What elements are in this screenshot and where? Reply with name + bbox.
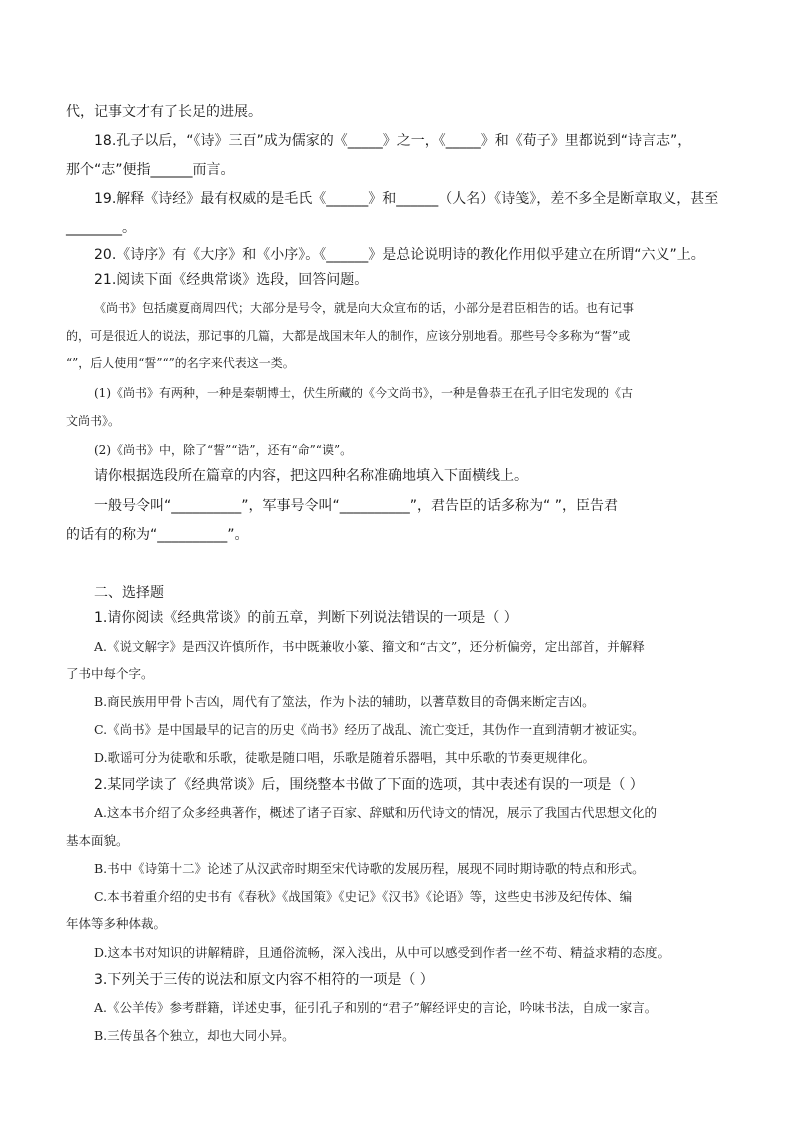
question-19: 19.解释《诗经》最有权威的是毛氏《______》和______（人名）《诗笺》，差不多全是断章取义，甚至 <box>94 191 719 207</box>
section-heading: 二、选择题 <box>94 585 164 601</box>
option-a-cont: 了书中每个字。 <box>66 666 154 681</box>
option-a: A.《公羊传》参考群籍，详述史事，征引孔子和别的“君子”解经评史的言论，吟味书法，自成一家言。 <box>94 1000 658 1015</box>
excerpt-line: (2)《尚书》中，除了“誓”“诰”，还有“命”“谟”。 <box>94 443 353 457</box>
option-c: C.本书着重介绍的史书有《春秋》《战国策》《史记》《汉书》《论语》等，这些史书涉及纪传体、编 <box>94 889 633 904</box>
option-a: A.《说文解字》是西汉许慎所作，书中既兼收小篆、籀文和“古文”，还分析偏旁，定出部首，并解释 <box>94 639 645 654</box>
option-b: B.书中《诗第十二》论述了从汉武帝时期至宋代诗歌的发展历程，展现不同时期诗歌的特点和形式。 <box>94 861 645 876</box>
fill-in-line: 的话有的称为“__________”。 <box>66 527 249 543</box>
mc-question-2: 2.某同学读了《经典常谈》后，围绕整本书做了下面的选项，其中表述有误的一项是（ ） <box>94 777 644 793</box>
option-c: C.《尚书》是中国最早的记言的历史《尚书》经历了战乱、流亡变迁，其伪作一直到清朝才被证实。 <box>94 722 645 737</box>
fill-in-line: 一般号令叫“__________”，军事号令叫“__________”，君告臣的话多称为“ ”，臣告君 <box>94 498 618 514</box>
excerpt-line: (1)《尚书》有两种，一种是秦朝博士，伏生所藏的《今文尚书》，一种是鲁恭王在孔子旧宅发现的《古 <box>94 386 634 400</box>
option-b: B.三传虽各个独立，却也大同小异。 <box>94 1028 295 1043</box>
question-18: 18.孔子以后，“《诗》三百”成为儒家的《_____》之一，《_____》和《荀子》里都说到“诗言志”， <box>94 133 692 149</box>
text-line: ________。 <box>66 220 136 236</box>
option-d: D.歌谣可分为徒歌和乐歌，徒歌是随口唱，乐歌是随着乐器唱，其中乐歌的节奏更规律化。 <box>94 750 596 765</box>
instruction-line: 请你根据选段所在篇章的内容，把这四种名称准确地填入下面横线上。 <box>94 468 528 484</box>
option-a: A.这本书介绍了众多经典著作，概述了诸子百家、辞赋和历代诗文的情况，展示了我国古代思想文化的 <box>94 805 658 820</box>
excerpt-line: 《尚书》包括虞夏商周四代；大部分是号令，就是向大众宣布的话，小部分是君臣相告的话。也有记事 <box>94 301 635 315</box>
excerpt-line: 文尚书》。 <box>66 414 121 428</box>
question-21: 21.阅读下面《经典常谈》选段，回答问题。 <box>94 272 369 288</box>
text-line: 那个“志”便指______而言。 <box>66 162 235 178</box>
excerpt-line: 的，可是很近人的说法，那记事的几篇，大都是战国末年人的制作，应该分别地看。那些号令多称为“誓”或 <box>66 329 631 343</box>
option-a-cont: 基本面貌。 <box>66 833 129 848</box>
option-d: D.这本书对知识的讲解精辟，且通俗流畅，深入浅出，从中可以感受到作者一丝不苟、精益求精的态度。 <box>94 945 671 960</box>
question-20: 20.《诗序》有《大序》和《小序》。《______》是总论说明诗的教化作用似乎建立在所谓“六义”上。 <box>94 247 705 263</box>
excerpt-line: “”，后人使用“誓”“”的名字来代表这一类。 <box>66 356 295 370</box>
option-b: B.商民族用甲骨卜吉凶，周代有了筮法，作为卜法的辅助，以蓍草数目的奇偶来断定吉凶。 <box>94 694 595 709</box>
mc-question-3: 3.下列关于三传的说法和原文内容不相符的一项是（ ） <box>94 972 434 988</box>
mc-question-1: 1.请你阅读《经典常谈》的前五章，判断下列说法错误的一项是（ ） <box>94 610 518 626</box>
option-c-cont: 年体等多种体裁。 <box>66 916 167 931</box>
text-line: 代，记事文才有了长足的进展。 <box>66 104 262 120</box>
